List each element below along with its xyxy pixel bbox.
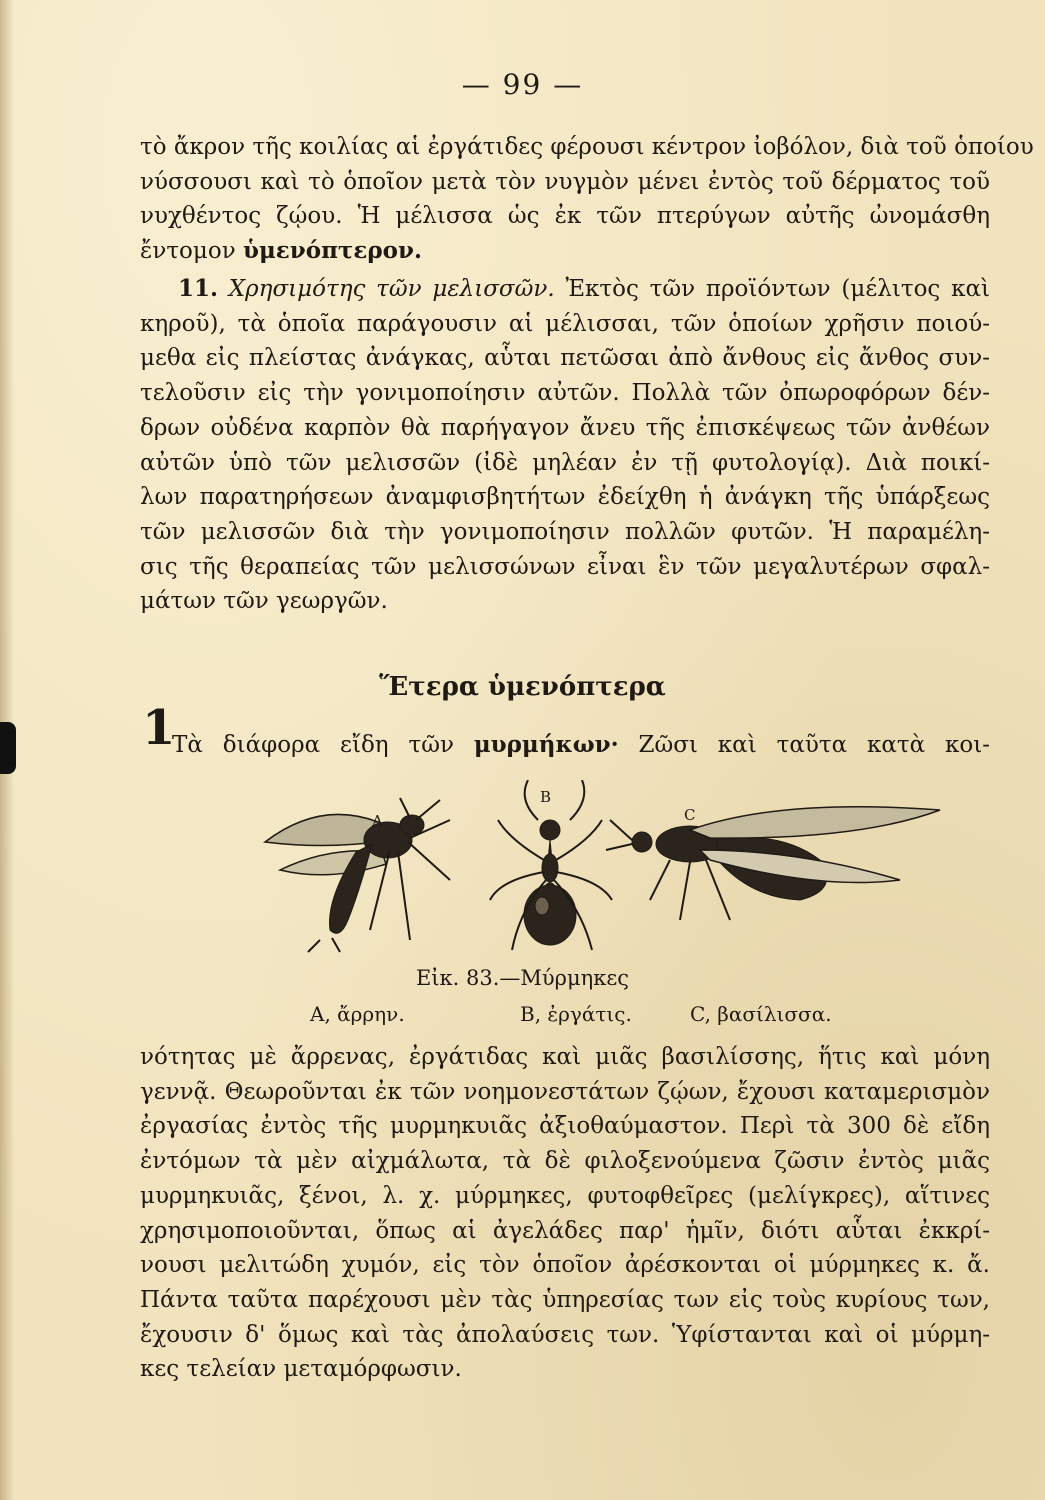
ants-figure [260, 780, 950, 955]
text-line: ἐντόμων τὰ μὲν αἰχμάλωτα, τὰ δὲ φιλοξενούμενα ζῶσιν ἐντὸς μιᾶς [140, 1148, 990, 1175]
text-line: αὐτῶν ὑπὸ τῶν μελισσῶν (ἰδὲ μηλέαν ἐν τῇ φυτολογίᾳ). Διὰ ποικί- [140, 449, 990, 476]
text-line: μυρμηκυιᾶς, ξένοι, λ. χ. μύρμηκες, φυτοφθεῖρες (μελίγκρες), αἵτινες [140, 1182, 990, 1209]
text-line: μεθα εἰς πλείστας ἀνάγκας, αὗται πετῶσαι ἀπὸ ἄνθους εἰς ἄνθος συν- [140, 345, 990, 372]
text-line: χρησιμοποιοῦνται, ὅπως αἱ ἀγελάδες παρ' ἡμῖν, διότι αὗται ἐκκρί- [140, 1217, 990, 1244]
text-line: ἔχουσιν δ' ὅμως καὶ τὰς ἀπολαύσεις των. Ὑφίστανται καὶ οἱ μύρμη- [140, 1321, 990, 1348]
page-number: — 99 — [461, 68, 584, 101]
ant-queen-illustration [606, 807, 940, 920]
text-line: λων παρατηρήσεων ἀναμφισβητήτων ἐδείχθη ἡ ἀνάγκη τῆς ὑπάρξεως [140, 484, 990, 511]
text-line [172, 728, 990, 763]
text-line: νύσσουσι καὶ τὸ ὁποῖον μετὰ τὸν νυγμὸν μένει ἐντὸς τοῦ δέρματος τοῦ [140, 168, 990, 195]
section-title: Χρησιμότης τῶν μελισσῶν. [228, 276, 555, 302]
text-line: νότητας μὲ ἄρρενας, ἐργάτιδας καὶ μιᾶς βασιλίσσης, ἥτις καὶ μόνη [140, 1044, 990, 1070]
caption-part-a: A, ἄρρην. [310, 1002, 405, 1026]
bottom-paragraph [140, 1040, 990, 1387]
text-line: σις τῆς θεραπείας τῶν μελισσώνων εἶναι ἓν τῶν μεγαλυτέρων σφαλ- [140, 553, 990, 580]
caption-part-c: C, βασίλισσα. [690, 1002, 832, 1026]
caption-part-b: B, ἐργάτις. [520, 1002, 632, 1026]
figure-label-a: A [372, 812, 383, 830]
section-11-paragraph [140, 272, 990, 619]
handwritten-mark: 1 [142, 700, 176, 756]
text-fragment: ἔντομον [140, 238, 236, 265]
text-line: τελοῦσιν εἰς τὴν γονιμοποίησιν αὐτῶν. Πολλὰ τῶν ὀπωροφόρων δέν- [140, 380, 990, 407]
figure-label-c: C [684, 806, 696, 824]
section-number: 11. [178, 275, 219, 302]
bold-term: μυρμήκων· [473, 731, 619, 758]
figure-caption: Εἰκ. 83.—Μύρμηκες [415, 966, 630, 990]
text-line: ἐργασίας ἐντὸς τῆς μυρμηκυιᾶς ἀξιοθαύμαστον. Περὶ τὰ 300 δὲ εἴδη [140, 1113, 990, 1140]
text-line: τῶν μελισσῶν διὰ τὴν γονιμοποίησιν πολλῶν φυτῶν. Ἡ παραμέλη- [140, 518, 990, 545]
text-line: νυχθέντος ζῴου. Ἡ μέλισσα ὡς ἐκ τῶν πτερύγων αὐτῆς ὠνομάσθη [140, 203, 990, 230]
text-fragment: Ἐκτὸς τῶν προϊόντων (μέλιτος καὶ [565, 276, 990, 302]
intro-line [172, 728, 990, 763]
text-line: νουσι μελιτώδη χυμόν, εἰς τὸν ὁποῖον ἀρέσκονται οἱ μύρμηκες κ. ἄ. [140, 1252, 990, 1279]
text-line [140, 234, 990, 269]
figure-label-b: B [540, 788, 552, 806]
text-fragment: Τὰ διάφορα εἴδη τῶν [172, 732, 454, 758]
text-line: Πάντα ταῦτα παρέχουσι μὲν τὰς ὑπηρεσίας των εἰς τοὺς κυρίους των, [140, 1286, 990, 1313]
binding-hole [0, 722, 16, 774]
top-paragraph [140, 130, 1034, 269]
text-line: τὸ ἄκρον τῆς κοιλίας αἱ ἐργάτιδες φέρουσι κέντρον ἰοβόλον, διὰ τοῦ ὁποίου [140, 134, 1034, 160]
bold-term: ὑμενόπτερον. [243, 237, 422, 265]
text-line: δρων οὐδένα καρπὸν θὰ παρήγαγον ἄνευ τῆς ἐπισκέψεως τῶν ἀνθέων [140, 414, 990, 441]
text-line: γεννᾷ. Θεωροῦνται ἐκ τῶν νοημονεστάτων ζῴων, ἔχουσι καταμερισμὸν [140, 1078, 990, 1105]
text-fragment: Ζῶσι καὶ ταῦτα κατὰ κοι- [638, 732, 991, 758]
text-line: κες τελείαν μεταμόρφωσιν. [140, 1356, 462, 1383]
section-heading: Ἕτερα ὑμενόπτερα [379, 672, 666, 702]
text-line: μάτων τῶν γεωργῶν. [140, 588, 388, 615]
text-line: κηροῦ), τὰ ὁποῖα παράγουσιν αἱ μέλισσαι, τῶν ὁποίων χρῆσιν ποιού- [140, 310, 990, 337]
ant-male-illustration [265, 798, 450, 952]
text-line [140, 272, 990, 307]
